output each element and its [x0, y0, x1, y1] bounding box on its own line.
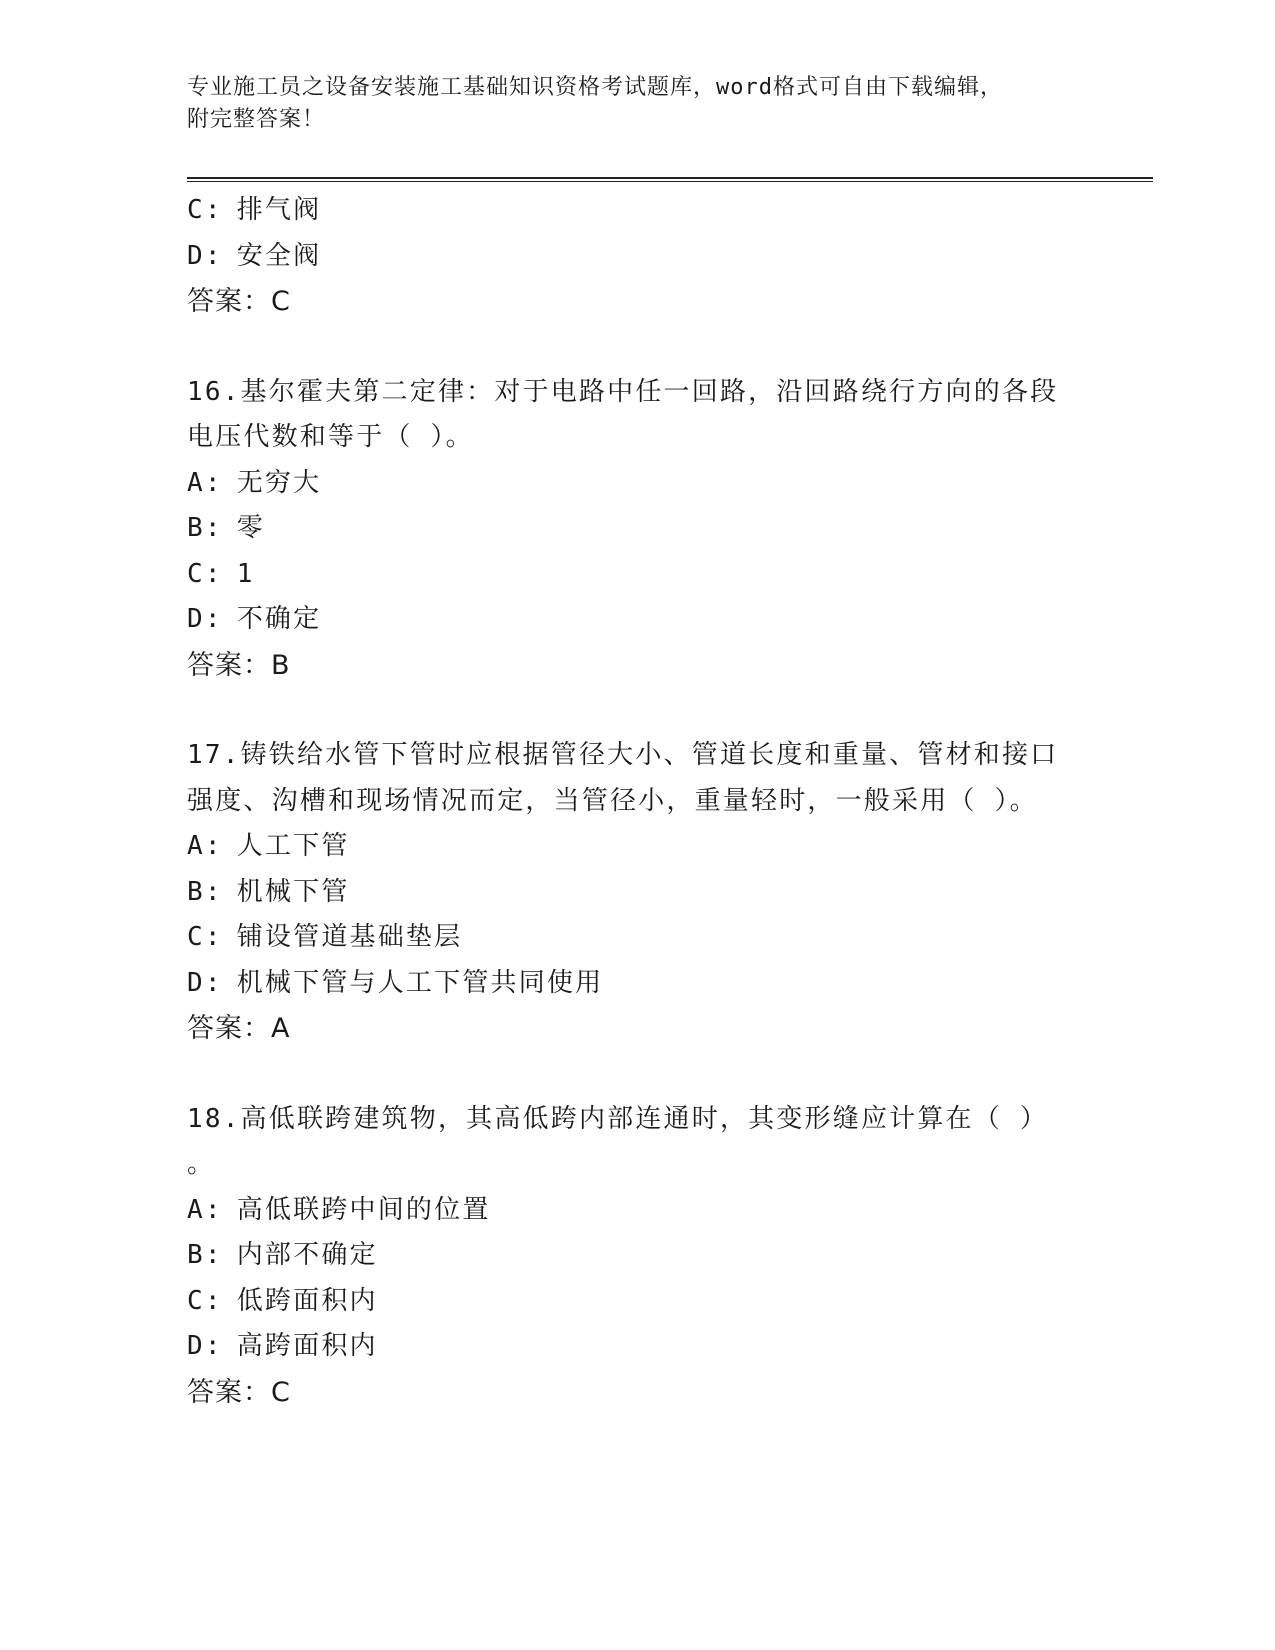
document-header — [187, 72, 1067, 136]
option-text: 零 — [236, 513, 265, 543]
option-c — [187, 915, 1087, 961]
spacer — [187, 688, 1087, 733]
question-text-line: 。 — [187, 1149, 216, 1179]
option-b — [187, 1233, 1087, 1279]
option-letter: A: — [187, 831, 223, 861]
option-letter: A: — [187, 467, 223, 498]
option-letter: C: — [187, 1285, 223, 1316]
option-a — [187, 824, 1087, 870]
question-text-line: 17.铸铁给水管下管时应根据管径大小、管道长度和重量、管材和接口 — [187, 740, 1059, 770]
option-d — [187, 961, 1087, 1007]
header-rule-thick — [187, 177, 1153, 179]
option-letter: C: — [187, 922, 223, 952]
question-text-line: 18.高低联跨建筑物，其高低跨内部连通时，其变形缝应计算在（ ） — [187, 1103, 1049, 1134]
option-text: 高跨面积内 — [236, 1331, 378, 1361]
option-b — [187, 506, 1087, 552]
carryover-block — [187, 188, 1087, 325]
question-text-line: 16.基尔霍夫第二定律：对于电路中任一回路，沿回路绕行方向的各段 — [187, 376, 1059, 407]
option-letter: B: — [187, 1240, 223, 1270]
question-17 — [187, 733, 1087, 1052]
question-text-line: 强度、沟槽和现场情况而定，当管径小，重量轻时，一般采用（ ）。 — [187, 785, 1038, 816]
option-letter: D: — [187, 240, 223, 271]
option-text: 人工下管 — [236, 831, 350, 861]
option-letter: C: — [187, 195, 223, 225]
option-text: 低跨面积内 — [236, 1285, 378, 1316]
option-text: 无穷大 — [236, 467, 322, 498]
option-letter: D: — [187, 967, 223, 998]
answer-line: 答案：C — [187, 286, 291, 317]
question-16 — [187, 370, 1087, 689]
answer-line: 答案：A — [187, 1013, 291, 1044]
option-d — [187, 1324, 1087, 1370]
option-d — [187, 597, 1087, 643]
header-line-1: 专业施工员之设备安装施工基础知识资格考试题库，word格式可自由下载编辑， — [187, 75, 1003, 100]
option-letter: B: — [187, 876, 223, 907]
option-b — [187, 870, 1087, 916]
option-text: 高低联跨中间的位置 — [236, 1194, 491, 1225]
spacer — [187, 325, 1087, 370]
option-letter: D: — [187, 1331, 223, 1361]
question-18 — [187, 1097, 1087, 1416]
option-text: 铺设管道基础垫层 — [236, 922, 463, 952]
option-a — [187, 1188, 1087, 1234]
option-c — [187, 188, 1087, 234]
answer-line: 答案：C — [187, 1376, 291, 1408]
option-letter: D: — [187, 604, 223, 634]
option-text: 不确定 — [236, 604, 322, 634]
header-line-2: 附完整答案！ — [187, 107, 326, 132]
option-text: 排气阀 — [236, 195, 322, 225]
header-rule-thin — [187, 181, 1153, 182]
option-letter: B: — [187, 513, 223, 543]
option-text: 1 — [236, 558, 255, 589]
option-d — [187, 234, 1087, 280]
option-a — [187, 461, 1087, 507]
option-text: 安全阀 — [236, 240, 322, 271]
option-letter: A: — [187, 1194, 223, 1225]
question-content — [187, 188, 1087, 1415]
answer-line: 答案：B — [187, 649, 291, 681]
option-c — [187, 552, 1087, 598]
option-text: 机械下管与人工下管共同使用 — [236, 967, 604, 998]
option-text: 机械下管 — [236, 876, 350, 907]
spacer — [187, 1052, 1087, 1097]
option-letter: C: — [187, 558, 223, 589]
option-text: 内部不确定 — [236, 1240, 378, 1270]
question-text-line: 电压代数和等于（ ）。 — [187, 422, 474, 452]
option-c — [187, 1279, 1087, 1325]
